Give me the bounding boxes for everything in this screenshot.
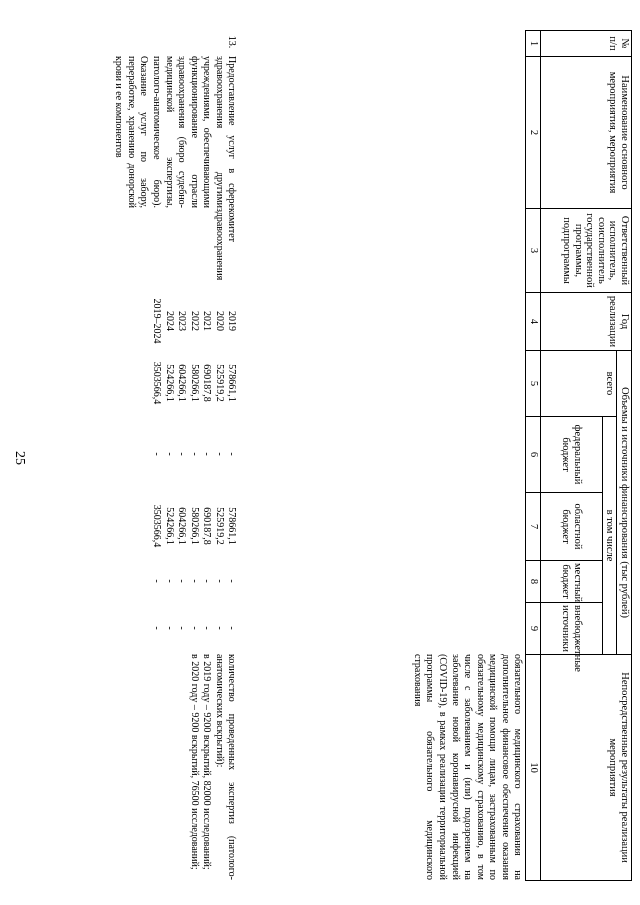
federal-value: - (163, 452, 175, 456)
results-text (410, 654, 523, 880)
extrabudget-value: - (226, 626, 238, 630)
federal-value: - (188, 452, 200, 456)
total-value: 690187,8 (201, 364, 213, 402)
year-value: 2019–2024 (150, 298, 162, 344)
year-value: 2023 (176, 311, 188, 331)
index-cell: 10 (526, 655, 541, 881)
regional-value: 3503566,4 (150, 504, 162, 548)
local-value: - (163, 579, 175, 583)
extrabudget-value: - (176, 626, 188, 630)
index-cell: 1 (526, 31, 541, 57)
header-volumes: Объемы и источники финансирования (тыс рублей) (617, 351, 632, 655)
extrabudget-value: - (213, 626, 225, 630)
regional-column (149, 492, 237, 560)
extrabudget-value: - (150, 626, 162, 630)
index-cell: 6 (526, 417, 541, 493)
local-value: - (213, 579, 225, 583)
header-federal: федеральный бюджет (541, 417, 603, 493)
total-value: 578661,1 (226, 364, 238, 402)
year-value: 2022 (188, 311, 200, 331)
extrabudget-column (149, 602, 237, 654)
column-index-row (526, 31, 541, 881)
header-including: в том числе (603, 417, 618, 655)
regional-value: 524266,1 (163, 507, 175, 545)
year-value: 2019 (226, 311, 238, 331)
regional-value: 525919,2 (213, 507, 225, 545)
header-results: Непосредственные результаты реализации мероприятия (541, 655, 632, 881)
regional-value: 580266,1 (188, 507, 200, 545)
local-column (149, 560, 237, 602)
total-value: 3503566,4 (150, 361, 162, 405)
extrabudget-value: - (201, 626, 213, 630)
results-paragraph: в 2020 году – 9200 вскрытий, 76500 исследований; (188, 654, 200, 870)
header-responsible: Ответственный исполнитель, соисполнитель государственной программы, подпрограммы (541, 209, 632, 293)
index-cell: 7 (526, 493, 541, 561)
header-num: № п/п (541, 31, 632, 57)
years-column (149, 292, 237, 350)
index-cell: 9 (526, 603, 541, 655)
federal-value: - (226, 452, 238, 456)
year-value: 2021 (201, 311, 213, 331)
index-cell: 8 (526, 561, 541, 603)
federal-value: - (213, 452, 225, 456)
local-value: - (226, 579, 238, 583)
header-regional: областной бюджет (541, 493, 603, 561)
local-value: - (201, 579, 213, 583)
table-row (21, 30, 526, 880)
total-value: 524266,1 (163, 364, 175, 402)
total-value: 580266,1 (188, 364, 200, 402)
total-value: 604266,1 (176, 364, 188, 402)
local-value: - (150, 579, 162, 583)
header-year: Год реализации (541, 293, 632, 351)
index-cell: 5 (526, 351, 541, 417)
year-value: 2024 (163, 311, 175, 331)
federal-column (149, 416, 237, 492)
results-paragraph: обязательного медицинского страхования на дополнительное финансовое обеспечение оказания медицинской помощи лицам, застрахованным по обязательному медицинскому страхованию, в том числе с заболеванием и (или) подозрением на заболевание новой коронавирусной инфекцией (COVID-19), в рамках реализации территориальной программы обязательного медицинского страхования (411, 654, 524, 880)
header-extrabudget: внебюджетные источники (541, 603, 603, 655)
extrabudget-value: - (163, 626, 175, 630)
local-value: - (176, 579, 188, 583)
results-expertise (187, 654, 237, 880)
federal-value: - (150, 452, 162, 456)
local-value: - (188, 579, 200, 583)
table-header (526, 30, 633, 881)
extrabudget-value: - (188, 626, 200, 630)
index-cell: 3 (526, 209, 541, 293)
regional-value: 690187,8 (201, 507, 213, 545)
index-cell: 4 (526, 293, 541, 351)
header-local: местный бюджет (541, 561, 603, 603)
row-number: 13. (226, 35, 238, 49)
federal-value: - (176, 452, 188, 456)
header-name: Наименование основного мероприятия, мероприятия (541, 57, 632, 209)
page-number: 25 (12, 451, 27, 465)
total-value: 525919,2 (213, 364, 225, 402)
index-cell: 2 (526, 57, 541, 209)
federal-value: - (201, 452, 213, 456)
measure-name: Предоставление услуг в сфере здравоохранения другими учреждениями, обеспечивающими функционирование отрасли здравоохранения (бюро судебно-медицинской экспертизы, патолого-анатомическое бюро). Оказание услуг по забору, переработке, хранению донорской крови и ее компонентов (113, 56, 238, 208)
results-paragraph: в 2019 году – 9200 вскрытий, 82000 исследований; (201, 654, 213, 870)
program-table (21, 30, 633, 880)
total-column (149, 350, 237, 416)
responsible-executor: комитет здравоохранения (213, 208, 238, 281)
regional-value: 604266,1 (176, 507, 188, 545)
regional-value: 578661,1 (226, 507, 238, 545)
year-value: 2020 (213, 311, 225, 331)
header-total: всего (541, 351, 618, 417)
results-paragraph: количество проведенных экспертиз (патолого-анатомических вскрытий): (213, 654, 238, 880)
